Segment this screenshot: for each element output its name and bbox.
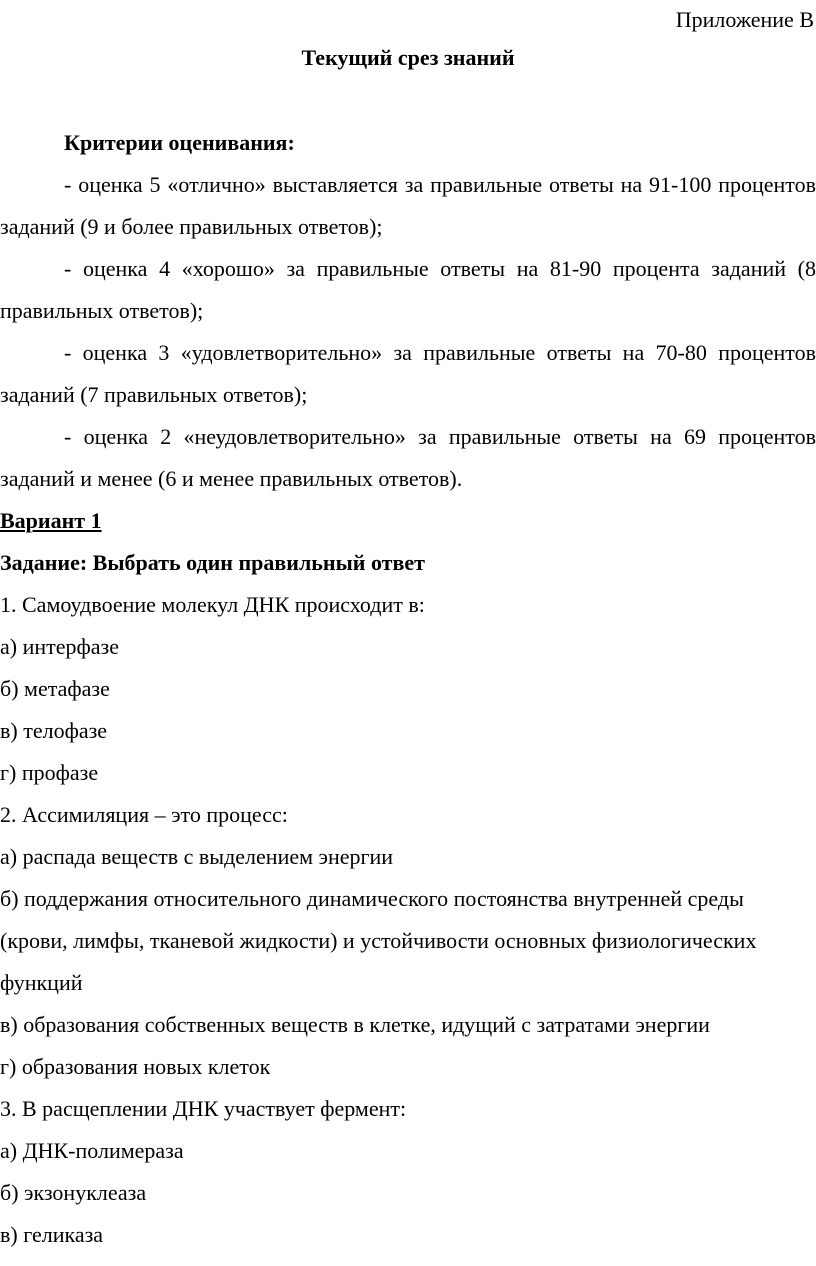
question: 1. Самоудвоение молекул ДНК происходит в: [0,592,425,617]
answer-option: в) телофазе [0,718,108,743]
answer-option: а) ДНК-полимераза [0,1138,184,1163]
answer-option: а) распада веществ с выделением энергии [0,844,394,869]
criteria-item: - оценка 3 «удовлетворительно» за правильные ответы на 70-80 процентов заданий (7 правильных ответов); [0,340,816,407]
question: 3. В расщеплении ДНК участвует фермент: [0,1096,407,1121]
answer-option: г) профазе [0,760,99,785]
answer-option: г) образования новых клеток [0,1054,271,1079]
appendix-label: Приложение В [675,7,814,32]
answer-option: б) поддержания относительного динамического постоянства внутренней среды (крови, лимфы, тканевой жидкости) и устойчивости основных физиологических функций [0,886,757,995]
page-title: Текущий срез знаний [301,45,515,70]
task-heading: Задание: Выбрать один правильный ответ [0,550,425,575]
criteria-item: - оценка 5 «отлично» выставляется за правильные ответы на 91-100 процентов заданий (9 и более правильных ответов); [0,172,816,239]
answer-option: а) интерфазе [0,634,119,659]
criteria-item: - оценка 2 «неудовлетворительно» за правильные ответы на 69 процентов заданий и менее (6 и менее правильных ответов). [0,424,816,491]
answer-option: б) экзонуклеаза [0,1180,147,1205]
question: 2. Ассимиляция – это процесс: [0,802,288,827]
document-body [0,122,816,1256]
answer-option: в) образования собственных веществ в клетке, идущий с затратами энергии [0,1012,710,1037]
answer-option: б) метафазе [0,676,110,701]
criteria-item: - оценка 4 «хорошо» за правильные ответы на 81-90 процента заданий (8 правильных ответов); [0,256,816,323]
criteria-heading: Критерии оценивания: [64,130,295,155]
variant-heading: Вариант 1 [0,508,102,533]
answer-option: в) геликаза [0,1222,104,1247]
